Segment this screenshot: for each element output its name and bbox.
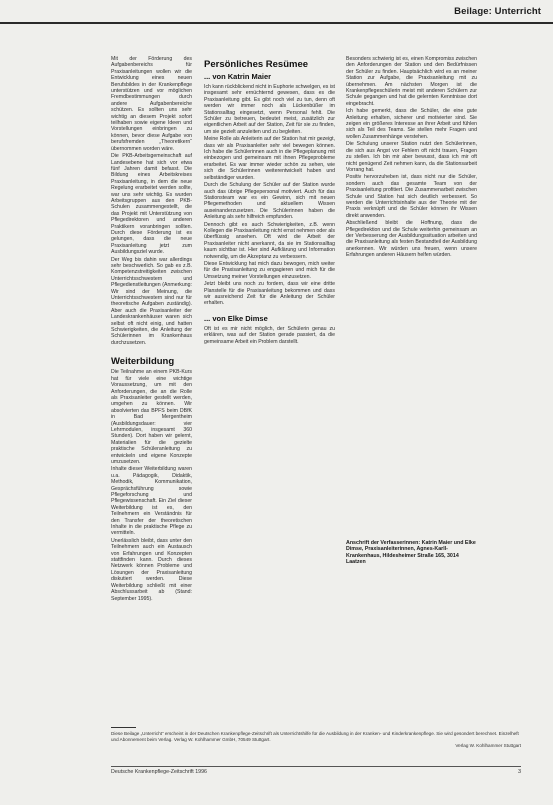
paragraph: Oft ist es mir nicht möglich, der Schülerin genau zu erklären, was auf der Station gerade passiert, da die gemeinsame Arbeit ein Problem darstellt. — [204, 325, 335, 345]
paragraph: Meine Rolle als Anleiterin auf der Station hat mir gezeigt, dass wir als Praxisanleiter sehr viel bewegen können. Ich habe die Schülerinnen auch in die Pflegeplanung mit einbezogen und gemeinsam mit ihnen Pflegeprobleme erarbeitet. Es war immer wieder schön zu sehen, wie sich die Schülerinnen weiterentwickelt haben und selbständiger wurden. — [204, 136, 335, 181]
paragraph: Dennoch gibt es auch Schwierigkeiten, z.B. wenn Kollegen die Praxisanleitung nicht ernst nehmen oder als überflüssig ansehen. Oft wird die Arbeit der Praxisanleiter nicht anerkannt, da sie im Stationsalltag kaum sichtbar ist. Hier sind Aufklärung und Information notwendig, um die Akzeptanz zu verbessern. — [204, 221, 335, 260]
section-title: Beilage: Unterricht — [454, 6, 541, 17]
footnote-divider — [111, 727, 136, 728]
paragraph: Ich habe gemerkt, dass die Schüler, die eine gute Anleitung erhalten, sicherer und motivierter sind. Sie zeigen ein größeres Interesse an ihrer Arbeit und fühlen sich als Teil des Teams. Sie stellen mehr Fragen und wollen Zusammenhänge verstehen. — [346, 108, 477, 140]
footnote — [111, 731, 521, 748]
paragraph: Unerlässlich bleibt, dass unter den Teilnehmern auch ein Austausch von Erfahrungen und Konzepten stattfinden kann. Durch dieses Netzwerk können Probleme und Lösungen der Praxisanleitung diskutiert werden. Diese Weiterbildung schließt mit einer Abschlussarbeit ab (Stand: September 1995). — [111, 537, 192, 602]
paragraph: Durch die Schulung der Schüler auf der Station wurde auch das übrige Pflegepersonal motiviert. Auch für das Stationsteam war es ein Gewinn, sich mit neuen Pflegemethoden und aktuellem Wissen auseinanderzusetzen. Die Schülerinnen haben die Anleitung als sehr hilfreich empfunden. — [204, 182, 335, 221]
column-2 — [204, 56, 335, 346]
paragraph: Mit der Förderung des Aufgabenbereichs für Praxisanleitungen wollen wir die Entwicklung eines neuen Berufsbildes in der Krankenpflege unterstützen und vor möglichen Fremdbestimmungen durch andere Aufgabenbereiche schützen. Es sollten uns sehr wichtig an diesem Projekt sofort teilhaben sowie eigene Ideen und Vorstellungen einbringen zu können, bevor diese Aufgabe von berufsfremden „Theoretikern“ übernommen worden wäre. — [111, 56, 192, 152]
author-address: Anschrift der Verfasserinnen: Katrin Maier und Elke Dimse, Praxisanleiterinnen, Agnes-Karll-Krankenhaus, Hildesheimer Straße 165, 3014 Laatzen — [346, 540, 476, 565]
section-heading-resuemee: Persönliches Resümee — [204, 59, 309, 70]
paragraph: Diese Entwicklung hat mich dazu bewogen, mich weiter für die Praxisanleitung zu engagieren und mich für die Umsetzung meiner Vorstellungen einzusetzen. — [204, 260, 335, 280]
footnote-text: Diese Beilage „Unterricht“ erscheint in der Deutschen Krankenpflege-Zeitschrift als Unterrichtshilfe für die Ausbildung in der Kranken- und Kinderkrankenpflege. Sie wird gesondert berechnet. Einzelheft und Abonnement beim Verlag. Verlag W. Kohlhammer GmbH, 70549 Stuttgart. — [111, 731, 519, 742]
paragraph: Positiv hervorzuheben ist, dass nicht nur die Schüler, sondern auch das gesamte Team von der Praxisanleitung profitiert. Die Zusammenarbeit zwischen Schule und Station hat sich deutlich verbessert. So werden die Unterrichtsinhalte aus der Theorie mit der Praxis verknüpft und die Schüler können ihr Wissen direkt anwenden. — [346, 174, 477, 219]
paragraph: Der Weg bis dahin war allerdings sehr beschwerlich. So gab es z.B. Kompetenzstreitigkeiten zwischen Unterrichtsschwestern und Pflegedienstleitungen (Anmerkung: Wir sind der Meinung, die Unterrichtsschwestern sind nur für theoretische Aufgaben zuständig). Aber auch die Praxisanleiter der Landeskrankenhäuser waren sich selbst oft nicht einig, und hatten Schwierigkeiten, die Anleitung der Schülerinnen im Krankenhaus durchzusetzen. — [111, 256, 192, 346]
paragraph: Jetzt bleibt uns noch zu fordern, dass wir eine dritte Planstelle für die Praxisanleitung bekommen und dass wir ausreichend Zeit für die Anleitung der Schüler erhalten. — [204, 281, 335, 307]
footnote-credit: Verlag W. Kohlhammer Stuttgart — [455, 742, 521, 748]
paragraph: Abschließend bleibt die Hoffnung, dass die Pflegedirektion und die Schule weiterhin gemeinsam an der Verbesserung der Ausbildungssituation arbeiten und die Praxisanleitung als festen Bestandteil der Ausbildung anerkennen. Wir würden uns freuen, wenn unsere Erfahrungen anderen Häusern helfen würden. — [346, 220, 477, 259]
bottom-divider — [111, 766, 521, 767]
paragraph: Die Schulung unserer Station nutzt den Schülerinnen, die sich aus Angst vor Fehlern oft nicht trauen, Fragen zu stellen. Ich bin mir aber bewusst, dass ich mir oft nicht genügend Zeit nehmen kann, da die Stationsarbeit Vorrang hat. — [346, 141, 477, 173]
column-1 — [111, 56, 192, 603]
paragraph: Die Teilnahme an einem PKB-Kurs hat für viele eine wichtige Voraussetzung, um mit den Anforderungen, die an die Rolle als Praxisanleiter gestellt werden, umgehen zu können. Wir absolvierten das BPFS beim DBfK in Bad Mergentheim (Ausbildungsdauer: vier Lehrmodulen, insgesamt 360 Stunden). Dort haben wir gelernt, Materialien für die gezielte praktische Schüleranleitung zu entwickeln und eigene Konzepte umzusetzen. — [111, 369, 192, 465]
paragraph: Ich kann rückblickend nicht in Euphorie schwelgen, es ist insgesamt sehr ernüchternd gewesen, dass es die Praxisanleitung gibt. Es gibt noch viel zu tun, denn oft werden wir immer noch als Lückenbüßer im Stationsalltag eingesetzt, wenn Personal fehlt. Die Schüler zu betreuen, bedeutet meist, zusätzlich zur eigentlichen Arbeit auf der Station, Zeit für sie zu finden, um sie gezielt anzuleiten und zu begleiten. — [204, 84, 335, 135]
page-number: 3 — [517, 769, 521, 775]
section-heading-weiterbildung: Weiterbildung — [111, 356, 175, 368]
paragraph: Die PKB-Arbeitsgemeinschaft auf Landesebene hat sich vor etwa fünf Jahren damit befasst. Die Bildung eines Arbeitskreises Praxisanleitung, in dem die neue Regelung erarbeitet werden sollte, war uns sehr wichtig. Es wurden Arbeitsgruppen aus den PKB-Schulen zusammengestellt, die das Projekt mit Unterstützung von Pflegedirektoren und anderen Praktikern voranbringen sollten. Durch diese Förderung ist es gelungen, dass die neue Praxisanleitung jetzt zum Ausbildungsziel wurde. — [111, 153, 192, 256]
paragraph: Inhalte dieser Weiterbildung waren u.a. Pädagogik, Didaktik, Methodik, Kommunikation, Gesprächsführung sowie Pflegeforschung und Pflegewissenschaft. Ein Ziel dieser Weiterbildung ist es, den Teilnehmern ein Verständnis für den Transfer der theoretischen Inhalte in die praktische Pflege zu vermitteln. — [111, 466, 192, 537]
header-bar — [0, 0, 553, 24]
author-byline-dimse: ... von Elke Dimse — [204, 313, 268, 323]
journal-name: Deutsche Krankenpflege-Zeitschrift 1996 — [111, 769, 207, 775]
column-3 — [346, 56, 477, 260]
author-byline-maier: ... von Katrin Maier — [204, 72, 272, 81]
paragraph: Besonders schwierig ist es, einen Kompromiss zwischen den Anforderungen der Station und den Bedürfnissen der Schüler zu finden. Hauptsächlich wird es an meiner Station zur Aufgabe, die Praxisanleitung mit zu übernehmen. Am nächsten Morgen ist die Krankenpflegeschülerin meist mit anderen Schülern zur Schule gegangen und hat die gelernten Kenntnisse dort eingebracht. — [346, 56, 477, 107]
